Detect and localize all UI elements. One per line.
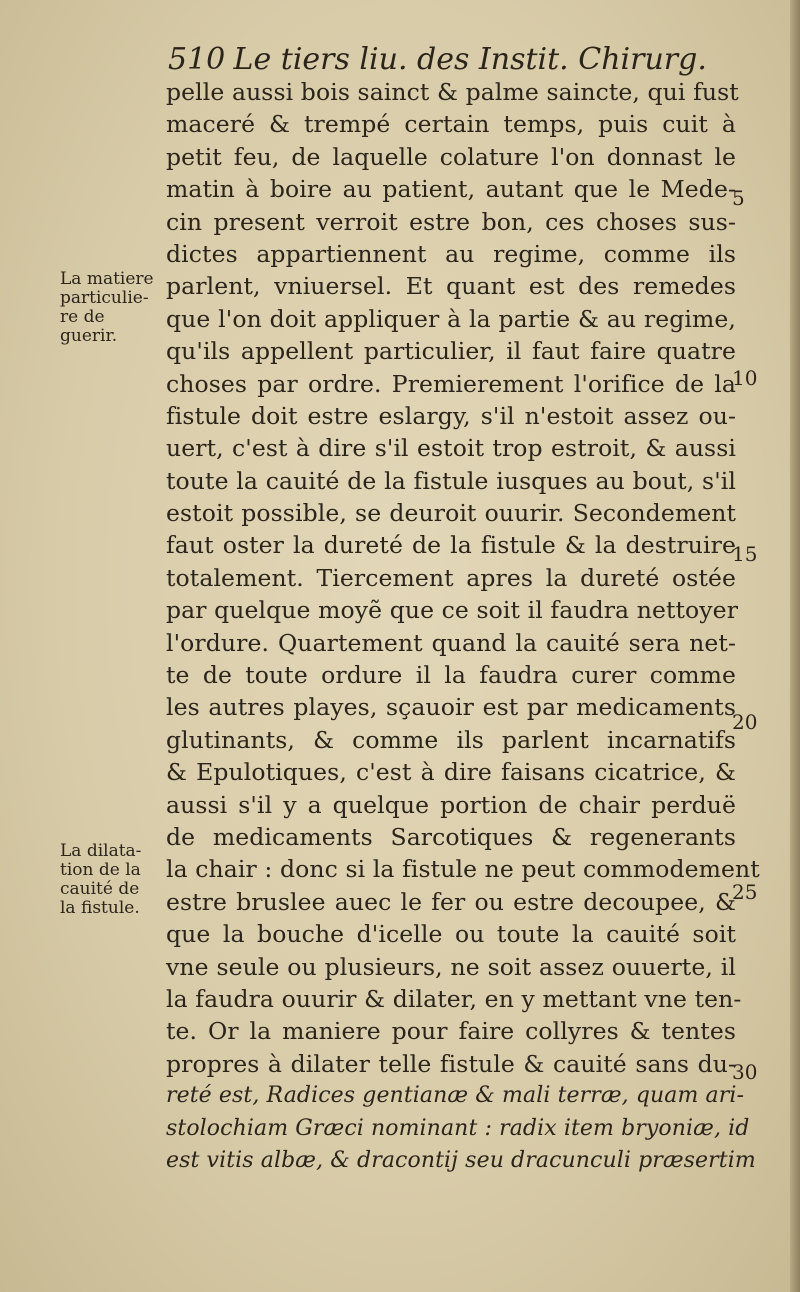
text-line: toute la cauité de la fistule iusques au bout, s'il [166,466,736,495]
margin-note-dilatation [60,842,160,918]
text-line: petit feu, de laquelle colature l'on donnast le [166,142,736,171]
text-line: fistule doit estre eslargy, s'il n'estoit assez ou- [166,401,736,430]
text-line: parlent, vniuersel. Et quant est des remedes [166,272,736,301]
line-number-10: 10 [732,366,758,390]
line-number-20: 20 [732,710,758,734]
text-line: que l'on doit appliquer à la partie & au regime, [166,304,736,333]
text-line: de medicaments Sarcotiques & regenerants [166,822,736,851]
margin-note-line: cauité de [60,879,140,899]
margin-note-line: guerir. [60,326,118,346]
margin-note-line: La matiere [60,269,154,289]
text-line-latin: stolochiam Græci nominant : radix item bryoniæ, id [166,1115,750,1141]
text-line: propres à dilater telle fistule & cauité sans du- [166,1049,736,1078]
text-line: vne seule ou plusieurs, ne soit assez ouuerte, il [166,952,736,981]
running-title: Le tiers liu. des Instit. Chirurg. [233,42,707,77]
page-gutter [790,0,800,1292]
text-line: faut oster la dureté de la fistule & la destruire [166,531,736,560]
line-number-5: 5 [732,186,745,210]
text-line: matin à boire au patient, autant que le Mede- [166,175,736,204]
text-line: estoit possible, se deuroit ouurir. Secondement [166,499,736,528]
text-line: aussi s'il y a quelque portion de chair perduë [166,790,736,819]
line-number-25: 25 [732,880,758,904]
page-number: 510 [168,42,226,77]
text-line: te. Or la maniere pour faire collyres & tentes [166,1017,736,1046]
margin-note-line: particulie- [60,288,149,308]
margin-note-matiere [60,270,160,346]
text-line: totalement. Tiercement apres la dureté ostée [166,563,736,592]
text-line-latin: reté est, Radices gentianæ & mali terræ, quam ari- [166,1083,745,1109]
text-line: maceré & trempé certain temps, puis cuit à [166,110,736,139]
text-line: par quelque moyẽ que ce soit il faudra nettoyer [166,596,739,625]
text-line: l'ordure. Quartement quand la cauité sera net- [166,628,736,657]
margin-note-line: La dilata- [60,841,142,861]
text-line: cin present verroit estre bon, ces choses sus- [166,207,736,236]
line-number-15: 15 [732,542,758,566]
margin-note-line: re de [60,307,105,327]
text-line: la faudra ouurir & dilater, en y mettant vne ten- [166,984,742,1013]
text-line: la chair : donc si la fistule ne peut commodement [166,855,760,884]
text-line: que la bouche d'icelle ou toute la cauité soit [166,920,736,949]
text-line: uert, c'est à dire s'il estoit trop estroit, & aussi [166,434,736,463]
margin-note-line: la fistule. [60,898,140,918]
text-line: dictes appartiennent au regime, comme ils [166,239,736,268]
text-line: glutinants, & comme ils parlent incarnatifs [166,725,736,754]
text-line: te de toute ordure il la faudra curer comme [166,661,736,690]
line-number-30: 30 [732,1060,758,1084]
text-line: estre bruslee auec le fer ou estre decoupee, & [166,887,736,916]
text-line: choses par ordre. Premierement l'orifice de la [166,369,736,398]
text-line: qu'ils appellent particulier, il faut faire quatre [166,337,736,366]
text-line: & Epulotiques, c'est à dire faisans cicatrice, & [166,758,736,787]
text-line-latin: est vitis albæ, & dracontij seu dracunculi præsertim [166,1147,756,1173]
text-line: les autres playes, sçauoir est par medicaments [166,693,736,722]
text-line: pelle aussi bois sainct & palme saincte, qui fust [166,78,739,106]
margin-note-line: tion de la [60,860,141,880]
